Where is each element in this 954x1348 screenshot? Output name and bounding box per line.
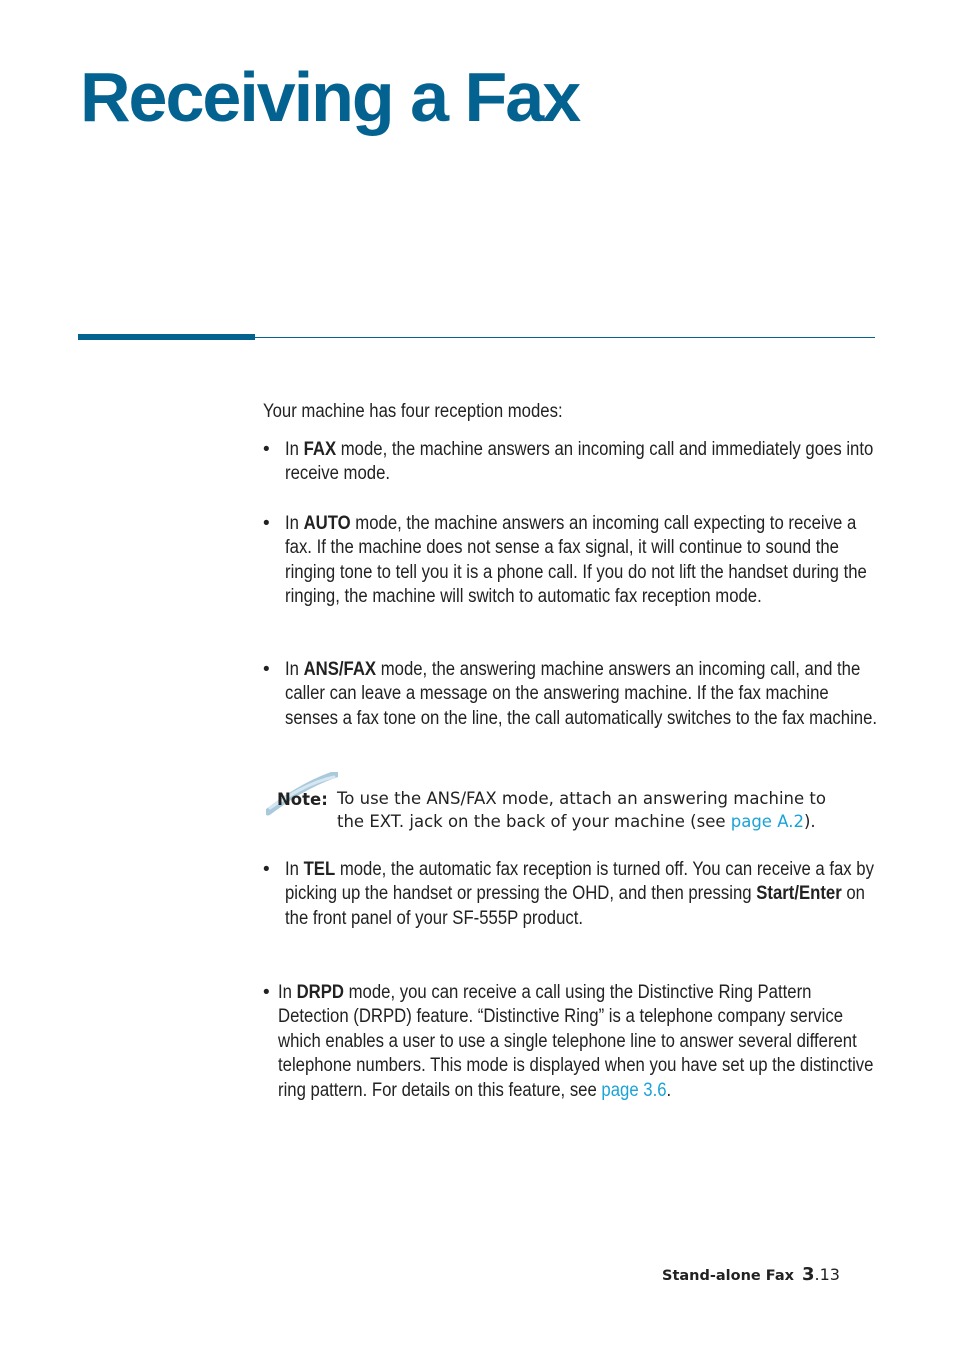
mode-name: TEL: [303, 859, 336, 880]
list-item-text: mode, the machine answers an incoming call expecting to receive a fax. If the machine does not sense a fax signal, it will continue to sound the ringing tone to tell you it is a phone call. If you do not lift the handset during the ringing, the machine will switch to automatic fax reception mode.: [285, 513, 867, 608]
list-item-text: mode, the automatic fax reception is turned off. You can receive a fax by picking up the handset or pressing the OHD, and then pressing: [285, 859, 874, 905]
note-label: Note:: [277, 790, 328, 809]
bullet-icon: •: [263, 659, 270, 680]
mode-name: FAX: [303, 439, 337, 460]
heading-rule-thin: [255, 337, 875, 338]
note-text: [337, 788, 897, 833]
mode-name: DRPD: [296, 982, 344, 1003]
bullet-icon: •: [263, 439, 270, 460]
list-item-text: mode, the machine answers an incoming call and immediately goes into receive mode.: [285, 439, 874, 485]
list-item-text-end: .: [666, 1079, 672, 1101]
list-item-text: mode, the answering machine answers an incoming call, and the caller can leave a message on the answering machine. If the fax machine senses a fax tone on the line, the call automatically switches to the fax machine.: [285, 659, 878, 729]
list-item-text-end: on the front panel of your SF-555P product.: [285, 883, 865, 929]
list-item-prefix: In: [278, 982, 297, 1003]
heading-rule-thick: [78, 334, 255, 340]
list-item-prefix: In: [285, 439, 304, 460]
bullet-icon: •: [263, 513, 270, 534]
page-footer: [662, 1264, 840, 1285]
note-line-2: the EXT. jack on the back of your machine (see page A.2).: [337, 811, 816, 831]
intro-paragraph: Your machine has four reception modes:: [263, 401, 563, 422]
bullet-icon: •: [263, 982, 270, 1003]
note-line-1: To use the ANS/FAX mode, attach an answering machine to: [337, 789, 826, 808]
footer-page-number: .13: [814, 1265, 840, 1284]
list-item-text: mode, you can receive a call using the Distinctive Ring Pattern Detection (DRPD) feature. “Distinctive Ring” is a telephone company service which enables a user to use a single telephone line to answer several different telephone numbers. This mode is displayed when you have set up the distinctive ring pattern. For details on this feature, see: [278, 982, 874, 1101]
mode-name: ANS/FAX: [303, 659, 377, 680]
key-name: Start/Enter: [756, 883, 842, 905]
link-page-3-6[interactable]: page 3.6: [601, 1079, 667, 1101]
footer-chapter-number: 3: [802, 1264, 815, 1285]
list-item-prefix: In: [285, 659, 304, 680]
mode-name: AUTO: [303, 513, 351, 534]
bullet-icon: •: [263, 859, 270, 880]
page-title: Receiving a Fax: [80, 58, 580, 136]
link-page-a2[interactable]: page A.2: [730, 811, 804, 831]
list-item-prefix: In: [285, 513, 304, 534]
list-item-prefix: In: [285, 859, 304, 880]
footer-section-title: Stand-alone Fax: [662, 1268, 794, 1284]
